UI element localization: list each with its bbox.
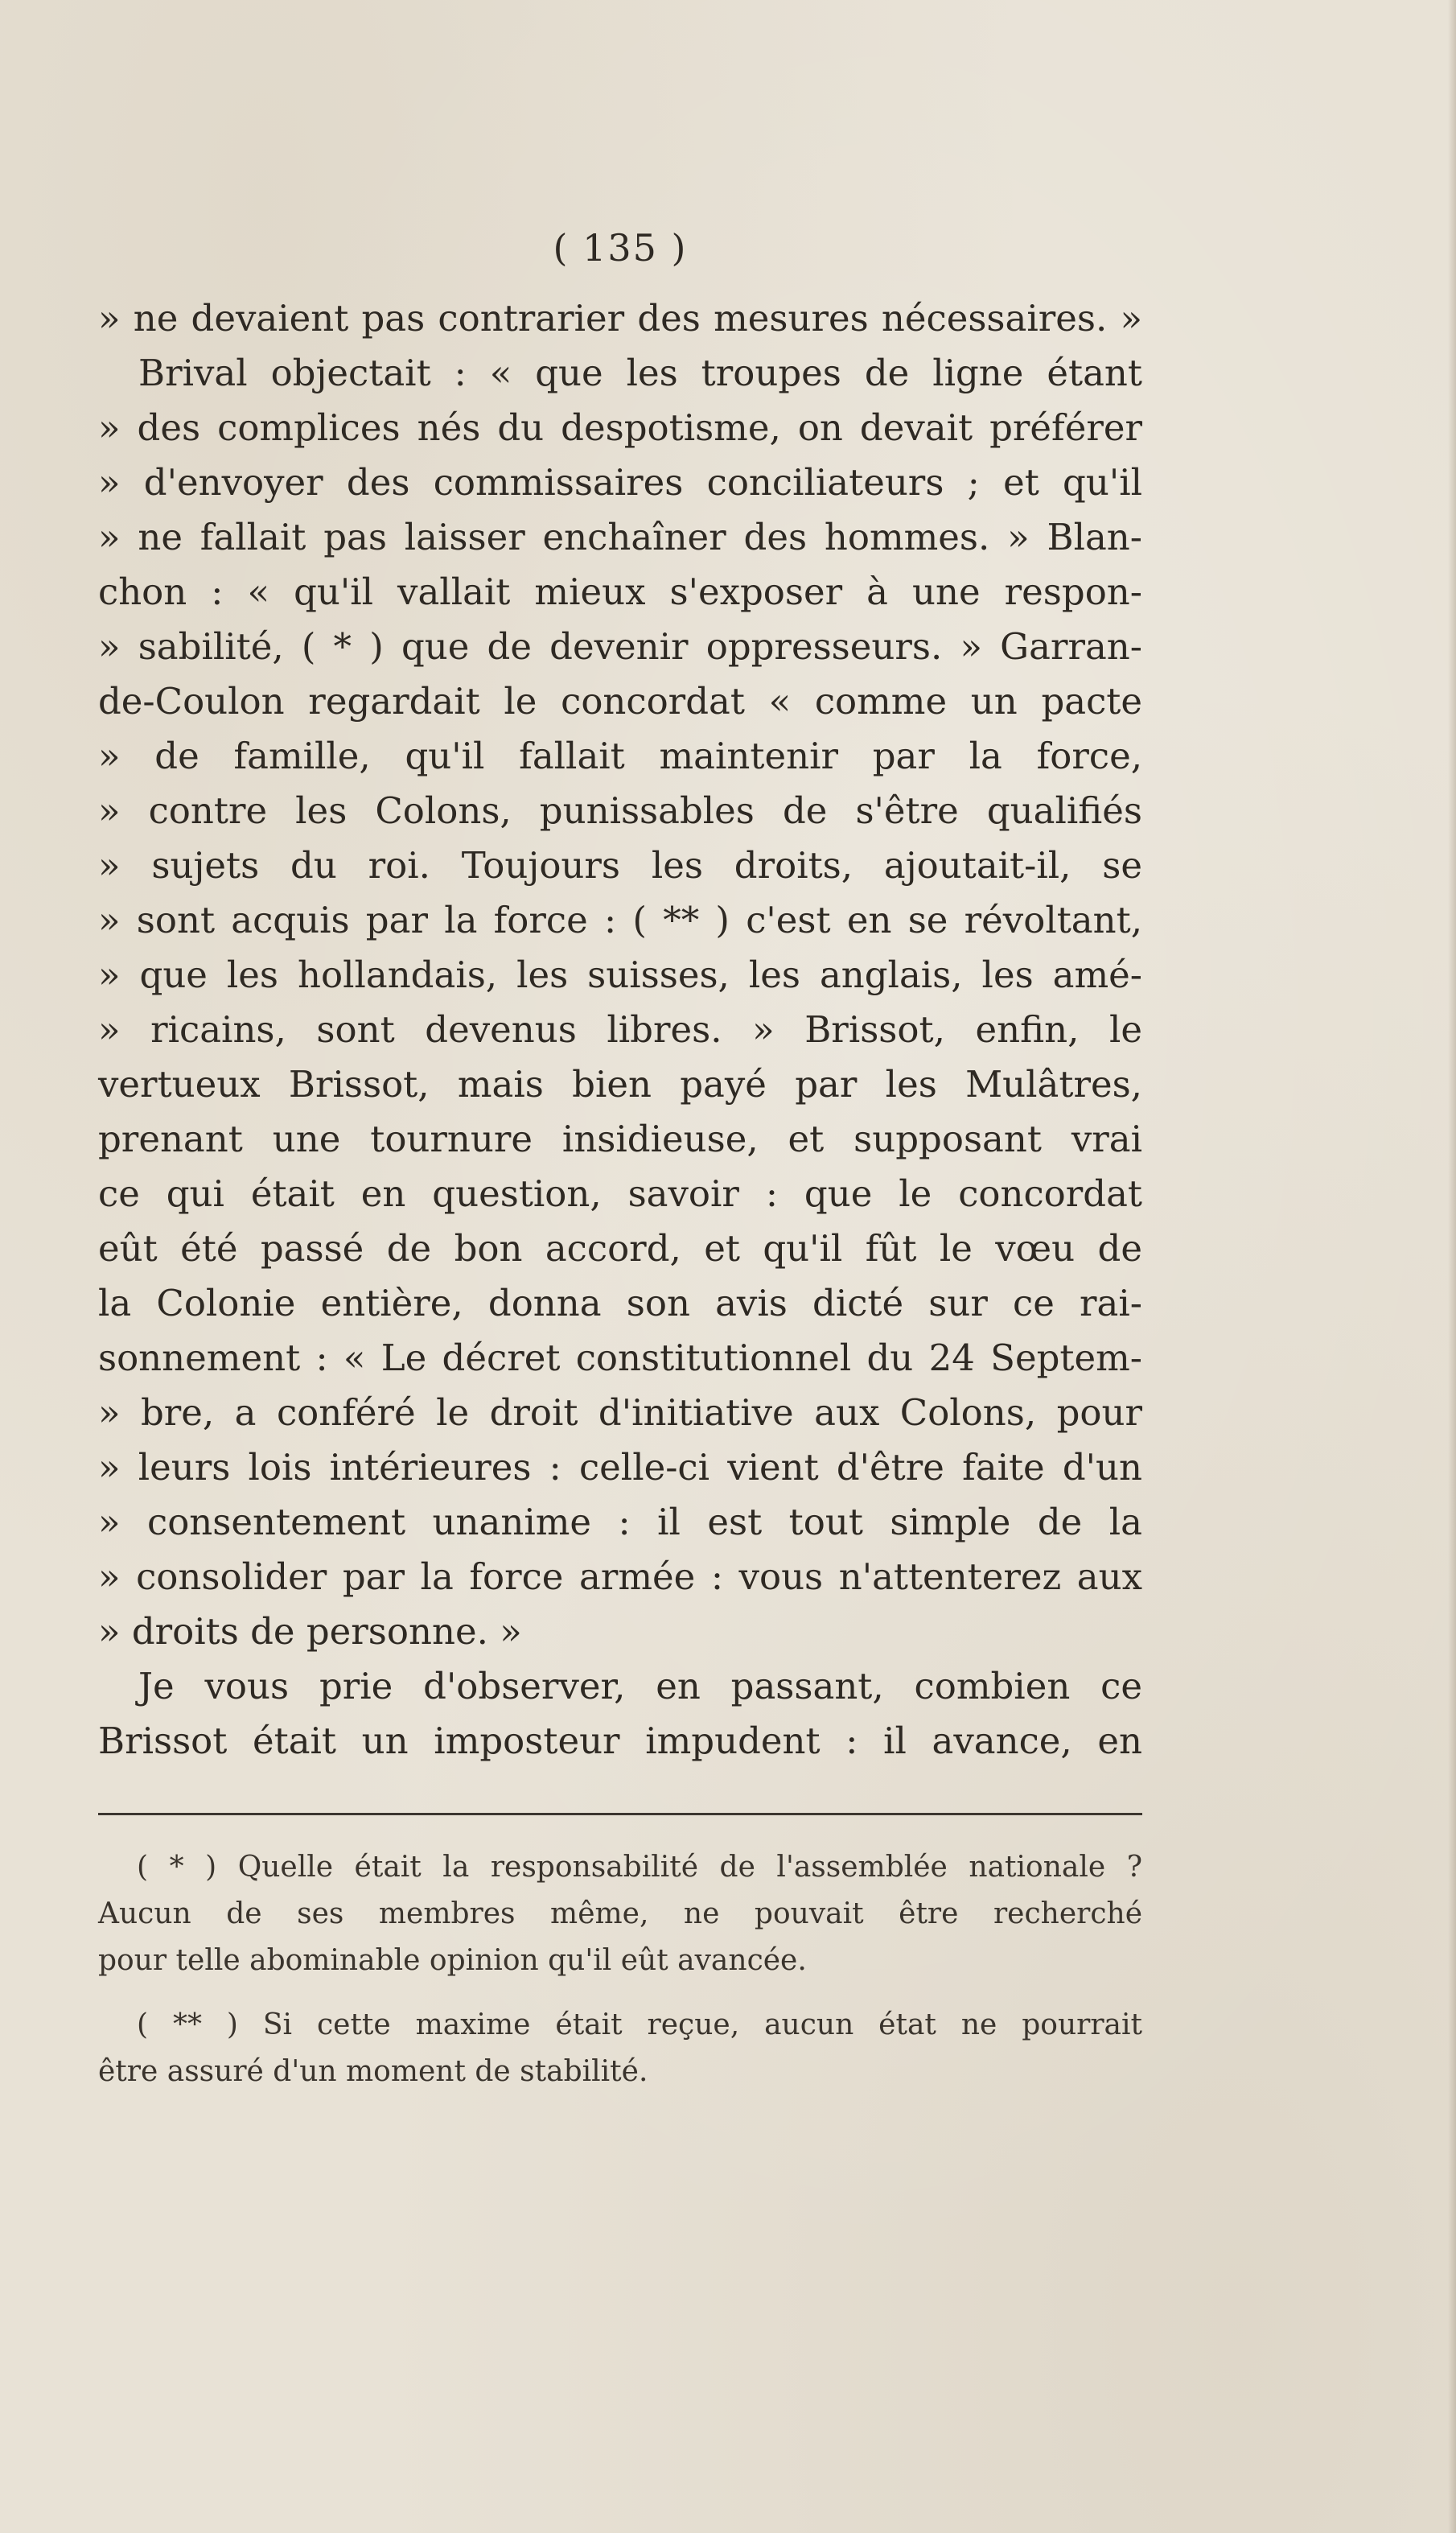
body-line: Je vous prie d'observer, en passant, combien ce: [138, 1665, 1142, 1707]
body-line: » ricains, sont devenus libres. » Brissot, enfin, le: [98, 1008, 1142, 1051]
body-line: » sont acquis par la force : ( ** ) c'est en se révoltant,: [98, 899, 1142, 941]
body-line: » leurs lois intérieures : celle-ci vient d'être faite d'un: [98, 1446, 1142, 1489]
page-edge-shadow: [1448, 0, 1456, 2533]
body-line: Brissot était un imposteur impudent : il avance, en: [98, 1720, 1142, 1762]
footnote-line: pour telle abominable opinion qu'il eût avancée.: [98, 1944, 807, 1977]
body-line: eût été passé de bon accord, et qu'il fût le vœu de: [98, 1227, 1142, 1270]
body-line: ce qui était en question, savoir : que le concordat: [98, 1172, 1142, 1215]
body-line: de-Coulon regardait le concordat « comme un pacte: [98, 680, 1142, 723]
body-line: » de famille, qu'il fallait maintenir par la force,: [98, 735, 1142, 777]
body-line: » consentement unanime : il est tout simple de la: [98, 1501, 1142, 1543]
page-number: ( 135 ): [553, 226, 688, 270]
footnote-line: Aucun de ses membres même, ne pouvait être recherché: [98, 1897, 1142, 1930]
body-line: » des complices nés du despotisme, on devait préférer: [98, 406, 1142, 449]
body-line: » ne fallait pas laisser enchaîner des hommes. » Blan-: [98, 516, 1142, 558]
body-line: chon : « qu'il vallait mieux s'exposer à une respon-: [98, 570, 1142, 613]
footnote-line: être assuré d'un moment de stabilité.: [98, 2055, 648, 2088]
body-line: » bre, a conféré le droit d'initiative aux Colons, pour: [98, 1391, 1142, 1434]
body-line: » consolider par la force armée : vous n'attenterez aux: [98, 1555, 1142, 1598]
body-line: prenant une tournure insidieuse, et supposant vrai: [98, 1118, 1142, 1160]
body-line: » que les hollandais, les suisses, les anglais, les amé-: [98, 953, 1142, 996]
body-line: » contre les Colons, punissables de s'être qualifiés: [98, 789, 1142, 832]
footnote-line: ( ** ) Si cette maxime était reçue, aucun état ne pourrait: [137, 2008, 1142, 2041]
footnote-rule: [98, 1813, 1142, 1815]
body-line: » sujets du roi. Toujours les droits, ajoutait-il, se: [98, 844, 1142, 887]
body-line: vertueux Brissot, mais bien payé par les Mulâtres,: [98, 1063, 1142, 1106]
body-line: » ne devaient pas contrarier des mesures nécessaires. »: [98, 297, 1142, 340]
body-line: » droits de personne. »: [98, 1610, 522, 1653]
body-line: » sabilité, ( * ) que de devenir oppresseurs. » Garran-: [98, 625, 1142, 668]
footnote-line: ( * ) Quelle était la responsabilité de l'assemblée nationale ?: [137, 1851, 1142, 1884]
body-line: la Colonie entière, donna son avis dicté sur ce rai-: [98, 1282, 1142, 1324]
body-line: sonnement : « Le décret constitutionnel du 24 Septem-: [98, 1337, 1142, 1379]
body-line: » d'envoyer des commissaires conciliateurs ; et qu'il: [98, 461, 1142, 504]
body-line: Brival objectait : « que les troupes de ligne étant: [138, 352, 1142, 394]
